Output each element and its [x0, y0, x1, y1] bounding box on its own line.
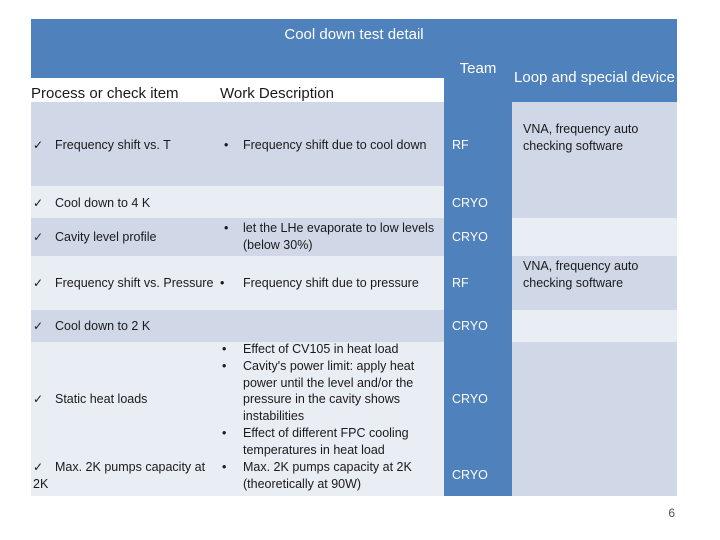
team-column-bg	[444, 102, 512, 496]
row-2-item: ✓ Cool down to 4 K	[33, 196, 151, 210]
row-7-team: CRYO	[452, 468, 488, 482]
row-6-bullet-2: •	[222, 359, 227, 373]
row-1-loop: VNA, frequency auto checking software	[523, 122, 639, 153]
row-3-bullet: •	[224, 221, 229, 235]
row-3-item: ✓ Cavity level profile	[33, 230, 157, 244]
row-3-team: CRYO	[452, 230, 488, 244]
row-3-work: let the LHe evaporate to low levels (below 30%)	[243, 221, 435, 252]
row-6-item: ✓ Static heat loads	[33, 392, 148, 406]
row-bg-5-loop	[512, 310, 677, 342]
page-number: 6	[668, 506, 675, 520]
header-team: Team	[459, 59, 497, 77]
row-bg-6-loop	[512, 342, 677, 496]
row-5-team: CRYO	[452, 319, 488, 333]
row-6-work-2: Cavity's power limit: apply heat power until the level and/or the pressure in the cavity shows instabilities	[243, 359, 415, 423]
row-7-work: Max. 2K pumps capacity at 2K (theoretically at 90W)	[243, 460, 412, 491]
row-6-work-1: Effect of CV105 in heat load	[243, 342, 399, 356]
row-4-bullet: •	[220, 276, 225, 290]
header-item: Process or check item	[31, 85, 179, 102]
row-2-team: CRYO	[452, 196, 488, 210]
row-1-bullet: •	[224, 138, 229, 152]
row-bg-2-loop	[512, 186, 677, 218]
table-title: Cool down test detail	[31, 19, 677, 50]
row-1-work: Frequency shift due to cool down	[243, 138, 427, 152]
row-7-bullet: •	[222, 460, 227, 474]
row-bg-3-loop	[512, 218, 677, 256]
header-loop: Loop and special device	[514, 69, 675, 86]
row-1-item: ✓ Frequency shift vs. T	[33, 138, 171, 152]
row-6-bullet-3: •	[222, 426, 227, 440]
row-5-item: ✓ Cool down to 2 K	[33, 319, 151, 333]
row-4-item: ✓ Frequency shift vs. Pressure	[33, 276, 214, 290]
row-6-work-3: Effect of different FPC cooling temperatures in heat load	[243, 426, 409, 457]
row-6-team: CRYO	[452, 392, 488, 406]
row-4-team: RF	[452, 276, 469, 290]
row-1-team: RF	[452, 138, 469, 152]
row-4-work: Frequency shift due to pressure	[243, 276, 419, 290]
row-4-loop: VNA, frequency auto checking software	[523, 259, 639, 290]
header-work: Work Description	[220, 85, 334, 102]
row-7-item: ✓ Max. 2K pumps capacity at 2K	[33, 460, 206, 491]
row-6-bullet-1: •	[222, 342, 227, 356]
